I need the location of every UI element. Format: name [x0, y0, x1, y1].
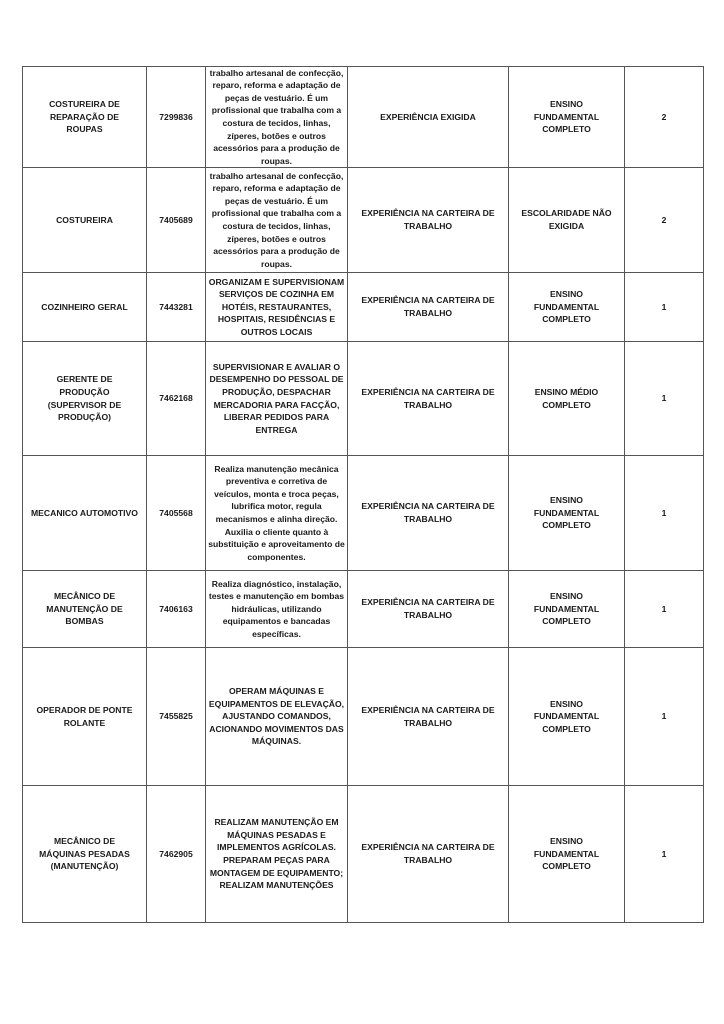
- description-cell: [206, 571, 348, 648]
- experience-text: EXPERIÊNCIA NA CARTEIRA DE TRABALHO: [361, 208, 495, 231]
- experience-cell: [348, 342, 509, 456]
- code-text: 7455825: [159, 711, 193, 722]
- description-text: Realiza manutenção mecânica preventiva e corretiva de veículos, monta e troca peças, lubrifica motor, regula mecanismos e alinha direção. Auxilia o cliente quanto à substituição e aproveitamento de componentes.: [208, 463, 345, 562]
- code-text: 7405568: [159, 507, 193, 518]
- table-row: [23, 342, 704, 456]
- code-cell: [147, 67, 206, 168]
- vacancies-cell: [625, 648, 704, 786]
- table-row: [23, 456, 704, 571]
- description-cell: [206, 786, 348, 923]
- education-text: ENSINO FUNDAMENTAL COMPLETO: [533, 698, 600, 734]
- code-text: 7406163: [159, 603, 193, 614]
- vacancies-cell: [625, 273, 704, 342]
- description-cell: [206, 168, 348, 273]
- occupation-cell: [23, 67, 147, 168]
- table-row: [23, 273, 704, 342]
- vacancies-text: 2: [661, 214, 667, 225]
- table-row: [23, 571, 704, 648]
- occupation-cell: [23, 342, 147, 456]
- experience-cell: [348, 456, 509, 571]
- occupation-cell: [23, 456, 147, 571]
- education-text: ENSINO MÉDIO COMPLETO: [534, 386, 599, 410]
- code-cell: [147, 342, 206, 456]
- education-text: ESCOLARIDADE NÃO EXIGIDA: [521, 208, 612, 231]
- description-text: ORGANIZAM E SUPERVISIONAM SERVIÇOS DE COZINHA EM HOTÉIS, RESTAURANTES, HOSPITAIS, RESIDÊNCIAS E OUTROS LOCAIS: [208, 276, 345, 337]
- education-text: ENSINO FUNDAMENTAL COMPLETO: [533, 99, 600, 135]
- experience-text: EXPERIÊNCIA NA CARTEIRA DE TRABALHO: [361, 295, 495, 318]
- description-cell: [206, 273, 348, 342]
- experience-text: EXPERIÊNCIA NA CARTEIRA DE TRABALHO: [361, 704, 495, 728]
- code-cell: [147, 273, 206, 342]
- experience-cell: [348, 168, 509, 273]
- experience-text: EXPERIÊNCIA NA CARTEIRA DE TRABALHO: [361, 842, 495, 865]
- vacancies-cell: [625, 786, 704, 923]
- table-row: [23, 648, 704, 786]
- code-cell: [147, 456, 206, 571]
- occupation-text: COZINHEIRO GERAL: [41, 301, 128, 312]
- vacancies-cell: [625, 342, 704, 456]
- experience-cell: [348, 67, 509, 168]
- occupation-text: COSTUREIRA DE REPARAÇÃO DE ROUPAS: [49, 99, 120, 135]
- description-text: SUPERVISIONAR E AVALIAR O DESEMPENHO DO PESSOAL DE PRODUÇÃO, DESPACHAR MERCADORIA PARA FACÇÃO, LIBERAR PEDIDOS PARA ENTREGA: [209, 361, 344, 435]
- occupation-cell: [23, 786, 147, 923]
- code-text: 7443281: [159, 301, 193, 312]
- education-cell: [509, 571, 625, 648]
- table-row: [23, 786, 704, 923]
- vacancies-text: 1: [661, 848, 667, 859]
- education-text: ENSINO FUNDAMENTAL COMPLETO: [533, 591, 600, 627]
- table-row: [23, 67, 704, 168]
- table-row: [23, 168, 704, 273]
- code-text: 7405689: [159, 214, 193, 225]
- occupation-cell: [23, 571, 147, 648]
- occupation-cell: [23, 648, 147, 786]
- occupation-text: MECANICO AUTOMOTIVO: [31, 507, 138, 518]
- occupation-text: COSTUREIRA: [56, 214, 113, 225]
- code-cell: [147, 648, 206, 786]
- education-cell: [509, 168, 625, 273]
- code-cell: [147, 786, 206, 923]
- education-text: ENSINO FUNDAMENTAL COMPLETO: [533, 836, 600, 872]
- occupation-text: GERENTE DE PRODUÇÃO (SUPERVISOR DE PRODUÇÃO): [47, 374, 122, 423]
- occupation-cell: [23, 168, 147, 273]
- description-text: OPERAM MÁQUINAS E EQUIPAMENTOS DE ELEVAÇÃO, AJUSTANDO COMANDOS, ACIONANDO MOVIMENTOS DAS MÁQUINAS.: [208, 686, 345, 747]
- experience-text: EXPERIÊNCIA NA CARTEIRA DE TRABALHO: [361, 386, 495, 410]
- description-text: trabalho artesanal de confecção, reparo, reforma e adaptação de peças de vestuário. É um profissional que trabalha com a costura de tecidos, linhas, zíperes, botões e outros acessórios para a produção de roupas.: [209, 170, 344, 269]
- job-vacancies-table: [22, 66, 704, 923]
- occupation-text: OPERADOR DE PONTE ROLANTE: [36, 704, 133, 728]
- vacancies-cell: [625, 67, 704, 168]
- vacancies-text: 1: [661, 603, 667, 614]
- experience-text: EXPERIÊNCIA NA CARTEIRA DE TRABALHO: [361, 597, 495, 620]
- education-cell: [509, 648, 625, 786]
- vacancies-text: 1: [661, 393, 667, 404]
- experience-cell: [348, 571, 509, 648]
- description-cell: [206, 648, 348, 786]
- vacancies-cell: [625, 456, 704, 571]
- code-text: 7462168: [159, 393, 193, 404]
- code-text: 7462905: [159, 848, 193, 859]
- occupation-text: MECÂNICO DE MANUTENÇÃO DE BOMBAS: [46, 591, 123, 627]
- vacancies-text: 1: [661, 507, 667, 518]
- vacancies-text: 1: [661, 711, 667, 722]
- code-cell: [147, 168, 206, 273]
- description-cell: [206, 456, 348, 571]
- code-text: 7299836: [159, 111, 193, 122]
- experience-text: EXPERIÊNCIA EXIGIDA: [380, 111, 476, 122]
- description-cell: [206, 342, 348, 456]
- experience-cell: [348, 648, 509, 786]
- education-cell: [509, 273, 625, 342]
- occupation-text: MECÂNICO DE MÁQUINAS PESADAS (MANUTENÇÃO): [39, 836, 130, 872]
- description-text: Realiza diagnóstico, instalação, testes e manutenção em bombas hidráulicas, utilizando equipamentos e bancadas específicas.: [208, 578, 345, 639]
- vacancies-text: 1: [661, 301, 667, 312]
- education-cell: [509, 342, 625, 456]
- vacancies-cell: [625, 168, 704, 273]
- code-cell: [147, 571, 206, 648]
- vacancies-text: 2: [661, 111, 667, 122]
- education-cell: [509, 67, 625, 168]
- education-text: ENSINO FUNDAMENTAL COMPLETO: [533, 289, 600, 325]
- vacancies-cell: [625, 571, 704, 648]
- occupation-cell: [23, 273, 147, 342]
- experience-cell: [348, 786, 509, 923]
- education-cell: [509, 786, 625, 923]
- description-text: trabalho artesanal de confecção, reparo, reforma e adaptação de peças de vestuário. É um profissional que trabalha com a costura de tecidos, linhas, zíperes, botões e outros acessórios para a produção de roupas.: [209, 67, 344, 166]
- description-cell: [206, 67, 348, 168]
- experience-text: EXPERIÊNCIA NA CARTEIRA DE TRABALHO: [361, 501, 495, 524]
- description-text: REALIZAM MANUTENÇÃO EM MÁQUINAS PESADAS E IMPLEMENTOS AGRÍCOLAS. PREPARAM PEÇAS PARA MONTAGEM DE EQUIPAMENTO; REALIZAM MANUTENÇÕES: [209, 817, 344, 891]
- education-cell: [509, 456, 625, 571]
- education-text: ENSINO FUNDAMENTAL COMPLETO: [533, 495, 600, 531]
- experience-cell: [348, 273, 509, 342]
